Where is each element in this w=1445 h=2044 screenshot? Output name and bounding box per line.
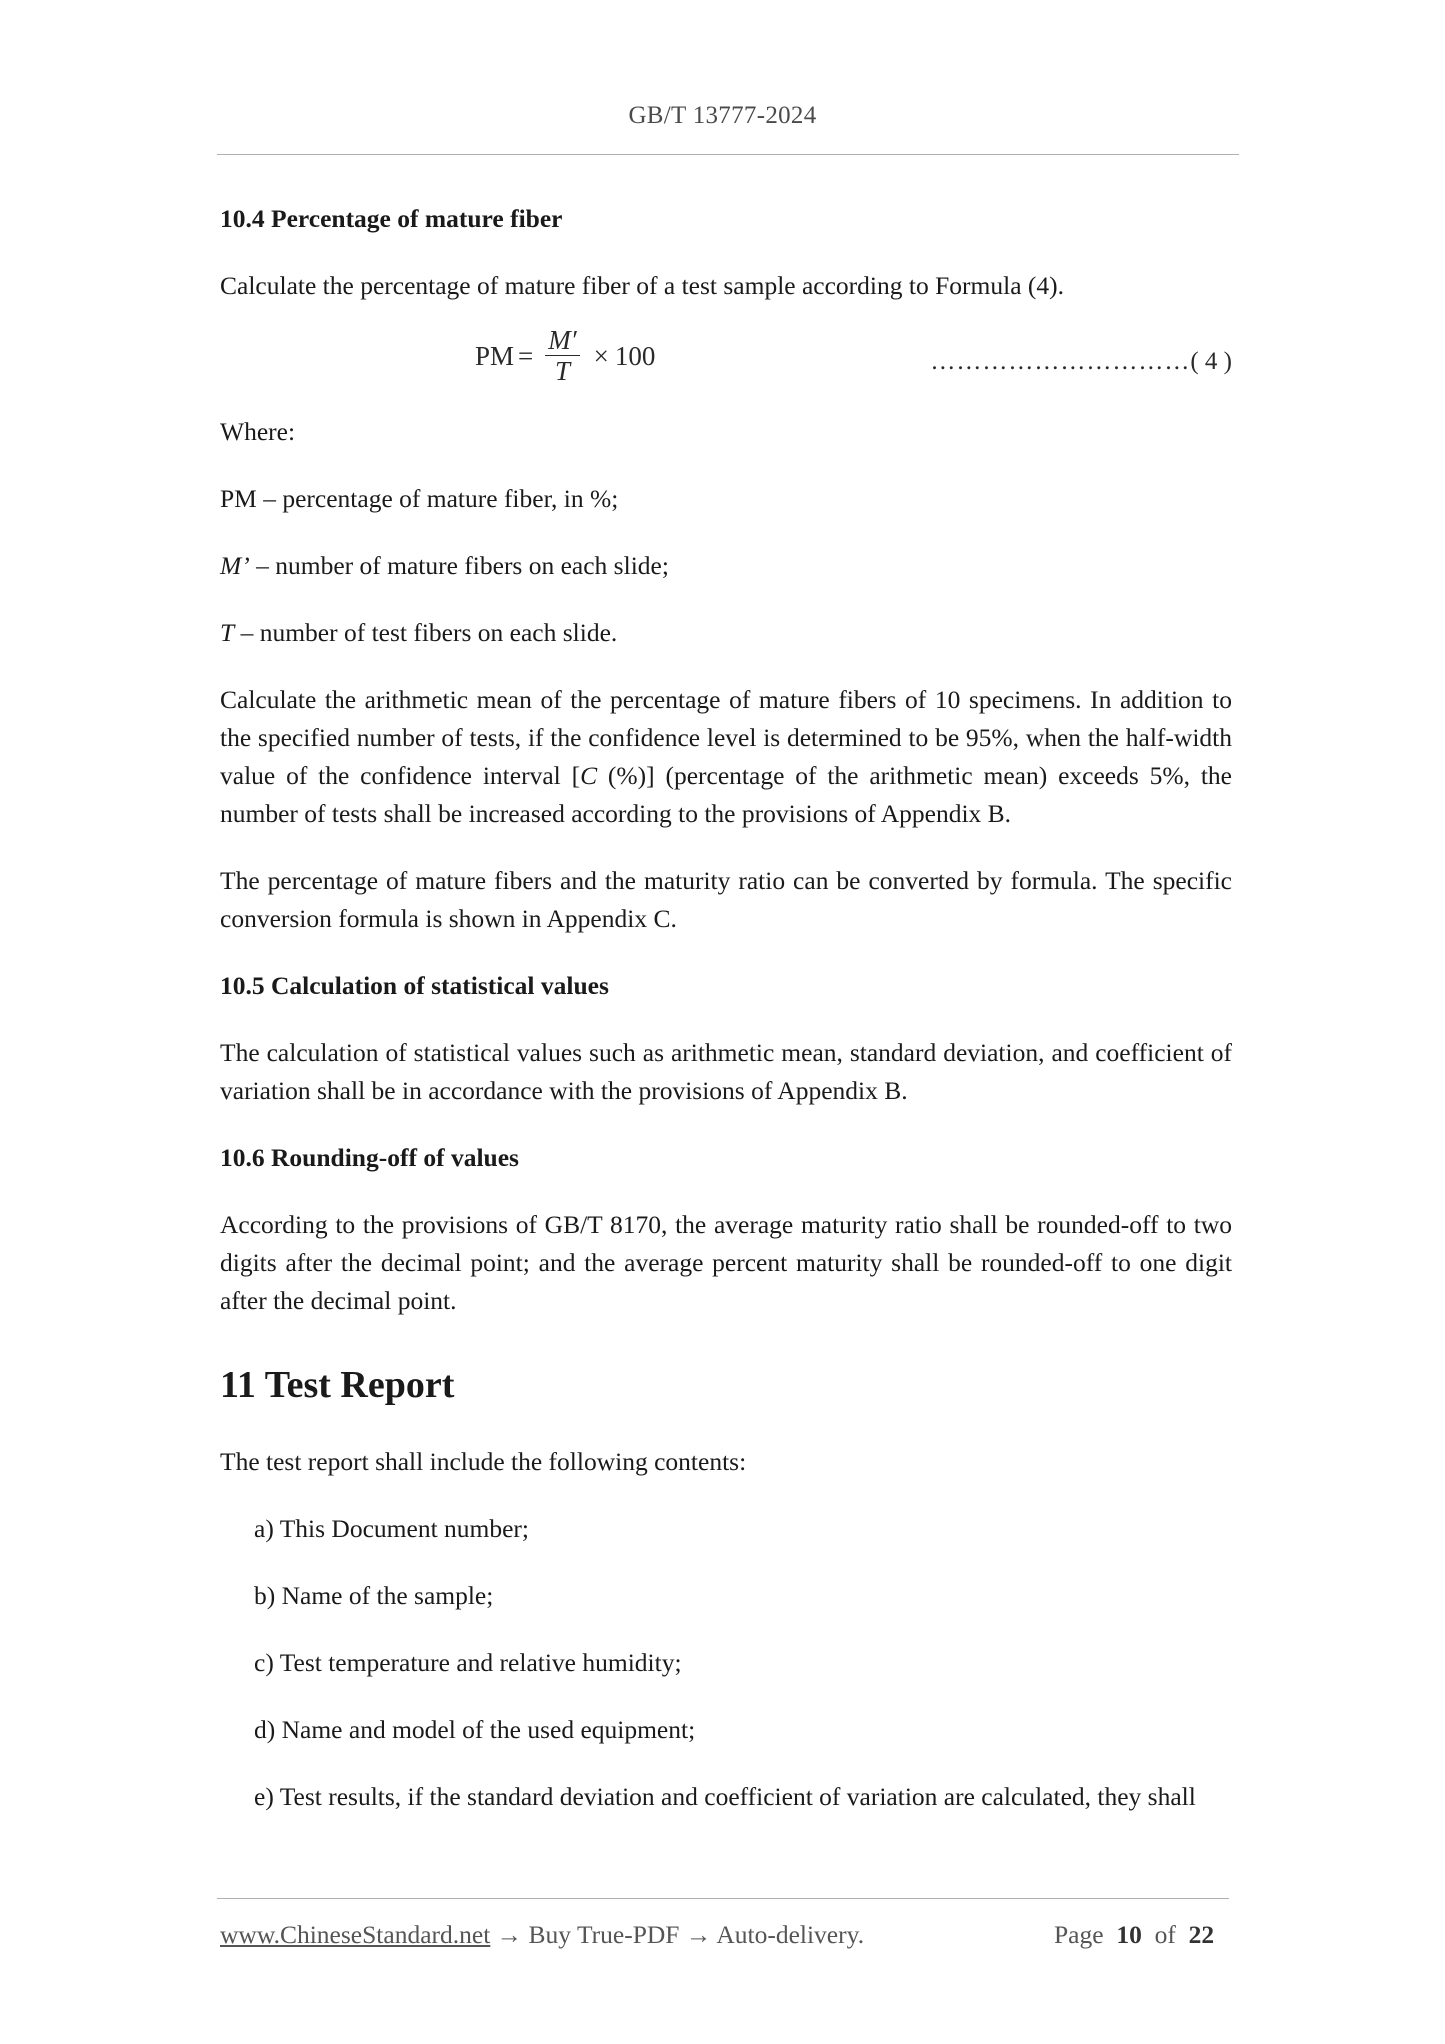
definition-text: – number of mature fibers on each slide;	[249, 551, 669, 580]
list-item: e) Test results, if the standard deviation and coefficient of variation are calculated, they shall	[254, 1782, 1196, 1811]
list-item: c) Test temperature and relative humidity;	[254, 1648, 682, 1677]
list-item: a) This Document number;	[254, 1514, 530, 1543]
paragraph-statistical-values: The calculation of statistical values such as arithmetic mean, standard deviation, and coefficient of variation shall be in accordance with the provisions of Appendix B.	[220, 1038, 1232, 1105]
formula-factor: 100	[614, 340, 656, 371]
formula-equals: =	[518, 340, 534, 371]
paragraph-arithmetic-mean	[220, 681, 1232, 833]
arrow-icon: →	[490, 1920, 529, 1949]
page-header-title: GB/T 13777-2024	[628, 102, 817, 129]
current-page: 10	[1116, 1920, 1142, 1949]
section-heading-10-4: 10.4 Percentage of mature fiber	[220, 204, 563, 233]
confidence-symbol: C	[580, 761, 598, 790]
header-divider	[217, 154, 1239, 155]
page-label: Page	[1054, 1920, 1104, 1949]
formula-intro: Calculate the percentage of mature fiber of a test sample according to Formula (4).	[220, 271, 1064, 300]
section-heading-10-6: 10.6 Rounding-off of values	[220, 1143, 519, 1172]
definition-text: – number of test fibers on each slide.	[234, 618, 618, 647]
formula-numerator: M′	[548, 325, 577, 355]
formula-times: ×	[593, 340, 609, 371]
paragraph-conversion: The percentage of mature fibers and the maturity ratio can be converted by formula. The specific conversion formula is shown in Appendix C.	[220, 866, 1232, 933]
formula-denominator: T	[554, 356, 570, 386]
list-item: d) Name and model of the used equipment;	[254, 1715, 696, 1744]
delivery-label: Auto-delivery.	[716, 1920, 865, 1949]
paragraph-rounding: According to the provisions of GB/T 8170, the average maturity ratio shall be rounded-off to two digits after the decimal point; and the average percent maturity shall be rounded-off to one digit after the decimal point.	[220, 1210, 1232, 1315]
page-number	[1054, 1920, 1214, 1950]
site-link[interactable]: www.ChineseStandard.net	[220, 1920, 491, 1949]
page-content	[220, 200, 1232, 1816]
formula-index: ( 4 )	[1190, 348, 1232, 375]
formula-4	[220, 319, 1232, 399]
section-heading-10-5: 10.5 Calculation of statistical values	[220, 971, 609, 1000]
formula-expression	[475, 325, 655, 386]
definition-t	[220, 614, 1232, 652]
formula-fraction	[545, 325, 579, 386]
formula-lhs: PM	[475, 340, 515, 371]
arrow-icon: →	[679, 1920, 717, 1949]
definition-text: – percentage of mature fiber, in %;	[256, 484, 619, 513]
definition-pm	[220, 480, 1232, 518]
formula-number	[930, 343, 1232, 381]
footer-purchase-line	[220, 1920, 864, 1950]
where-label: Where:	[220, 417, 296, 446]
test-report-intro: The test report shall include the following contents:	[220, 1447, 747, 1476]
definition-symbol: T	[220, 618, 235, 647]
paragraph-text: Calculate the arithmetic mean of the percentage of mature fibers of 10 specimens. In addition to the specified number of tests, if the confidence level is determined to be 95%, when the half-width value of the confidence interval [	[220, 685, 1232, 790]
buy-pdf-label: Buy True-PDF	[528, 1920, 680, 1949]
list-item: b) Name of the sample;	[254, 1581, 494, 1610]
total-pages: 22	[1188, 1920, 1215, 1949]
definition-symbol: M’	[220, 551, 250, 580]
section-heading-11: 11 Test Report	[220, 1364, 455, 1406]
of-label: of	[1154, 1920, 1176, 1949]
definition-m-prime	[220, 547, 1232, 585]
definition-symbol: PM	[220, 484, 257, 513]
footer-divider	[217, 1898, 1229, 1899]
formula-leader-dots: …………………………	[930, 348, 1191, 375]
paragraph-text: (%)] (percentage of the arithmetic mean) exceeds 5%, the number of tests shall be increased according to the provisions of Appendix B.	[220, 761, 1232, 828]
